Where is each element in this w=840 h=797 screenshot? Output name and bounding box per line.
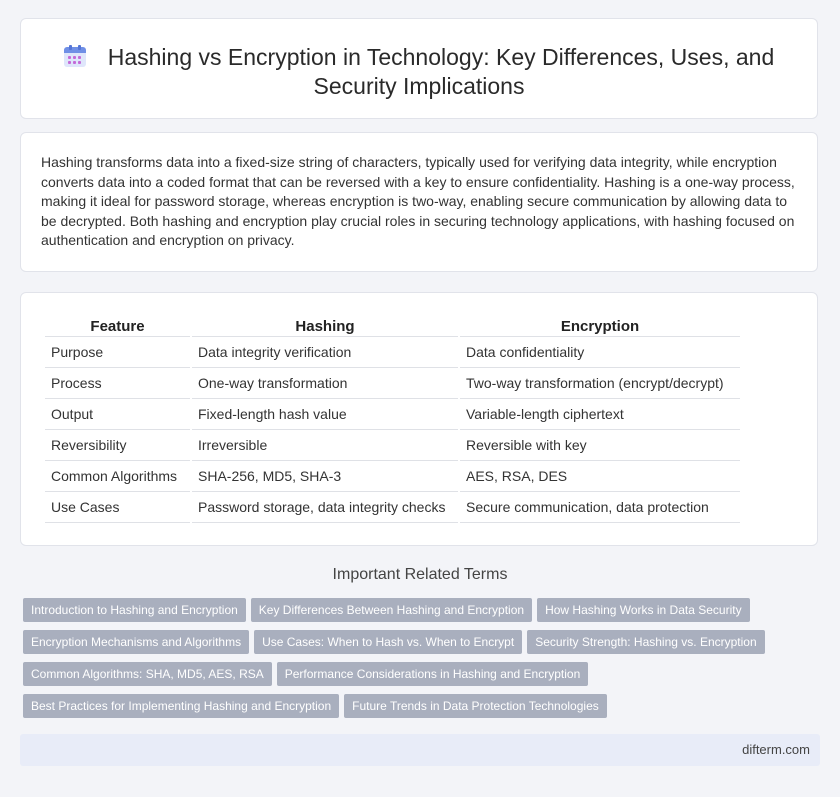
header-encryption: Encryption xyxy=(460,316,740,337)
related-term-link[interactable]: Key Differences Between Hashing and Encryption xyxy=(251,598,532,622)
table-row xyxy=(45,368,740,399)
table-cell: Data confidentiality xyxy=(460,337,740,368)
table-cell: Reversibility xyxy=(45,430,190,461)
table-row xyxy=(45,399,740,430)
table-cell: SHA-256, MD5, SHA-3 xyxy=(192,461,458,492)
tag-row xyxy=(23,598,783,630)
related-term-link[interactable]: Performance Considerations in Hashing and Encryption xyxy=(277,662,589,686)
related-term-link[interactable]: Security Strength: Hashing vs. Encryption xyxy=(527,630,764,654)
table-cell: AES, RSA, DES xyxy=(460,461,740,492)
table-cell: Fixed-length hash value xyxy=(192,399,458,430)
table-cell: Secure communication, data protection xyxy=(460,492,740,523)
related-term-link[interactable]: Best Practices for Implementing Hashing and Encryption xyxy=(23,694,339,718)
related-term-link[interactable]: Introduction to Hashing and Encryption xyxy=(23,598,246,622)
footer-site-link[interactable]: difterm.com xyxy=(742,742,810,757)
footer xyxy=(20,734,820,766)
table-cell: Use Cases xyxy=(45,492,190,523)
title-card xyxy=(20,18,818,119)
table-cell: Process xyxy=(45,368,190,399)
table-cell: Common Algorithms xyxy=(45,461,190,492)
calendar-icon xyxy=(64,45,86,67)
related-terms-list xyxy=(23,598,783,726)
table-cell: Output xyxy=(45,399,190,430)
table-cell: Purpose xyxy=(45,337,190,368)
header-hashing: Hashing xyxy=(192,316,458,337)
related-term-link[interactable]: Common Algorithms: SHA, MD5, AES, RSA xyxy=(23,662,272,686)
table-cell: Irreversible xyxy=(192,430,458,461)
table-cell: Variable-length ciphertext xyxy=(460,399,740,430)
related-terms-title: Important Related Terms xyxy=(332,566,508,583)
header-feature: Feature xyxy=(45,316,190,337)
table-cell: Password storage, data integrity checks xyxy=(192,492,458,523)
related-term-link[interactable]: Encryption Mechanisms and Algorithms xyxy=(23,630,249,654)
table-header-row xyxy=(45,316,740,337)
tag-row xyxy=(23,662,783,694)
related-term-link[interactable]: Future Trends in Data Protection Technologies xyxy=(344,694,607,718)
related-term-link[interactable]: How Hashing Works in Data Security xyxy=(537,598,750,622)
table-cell: Two-way transformation (encrypt/decrypt) xyxy=(460,368,740,399)
comparison-card xyxy=(20,292,818,546)
table-row xyxy=(45,492,740,523)
table-cell: Data integrity verification xyxy=(192,337,458,368)
table-row xyxy=(45,430,740,461)
table-row xyxy=(45,337,740,368)
page-title-wrap xyxy=(21,43,817,101)
page-title: Hashing vs Encryption in Technology: Key Differences, Uses, and Security Implications xyxy=(107,44,775,99)
intro-card xyxy=(20,132,818,272)
related-term-link[interactable]: Use Cases: When to Hash vs. When to Encrypt xyxy=(254,630,522,654)
table-cell: One-way transformation xyxy=(192,368,458,399)
comparison-table xyxy=(43,316,742,523)
table-row xyxy=(45,461,740,492)
tag-row xyxy=(23,630,783,662)
table-cell: Reversible with key xyxy=(460,430,740,461)
intro-text: Hashing transforms data into a fixed-size string of characters, typically used for verifying data integrity, while encryption converts data into a coded format that can be reversed with a key to ensure confidentiality. Hashing is a one-way process, making it ideal for password storage, whereas encryption is two-way, enabling secure communication by allowing data to be decrypted. Both hashing and encryption play crucial roles in securing technology applications, with hashing focused on authentication and encryption on privacy. xyxy=(41,154,795,249)
tag-row xyxy=(23,694,783,726)
